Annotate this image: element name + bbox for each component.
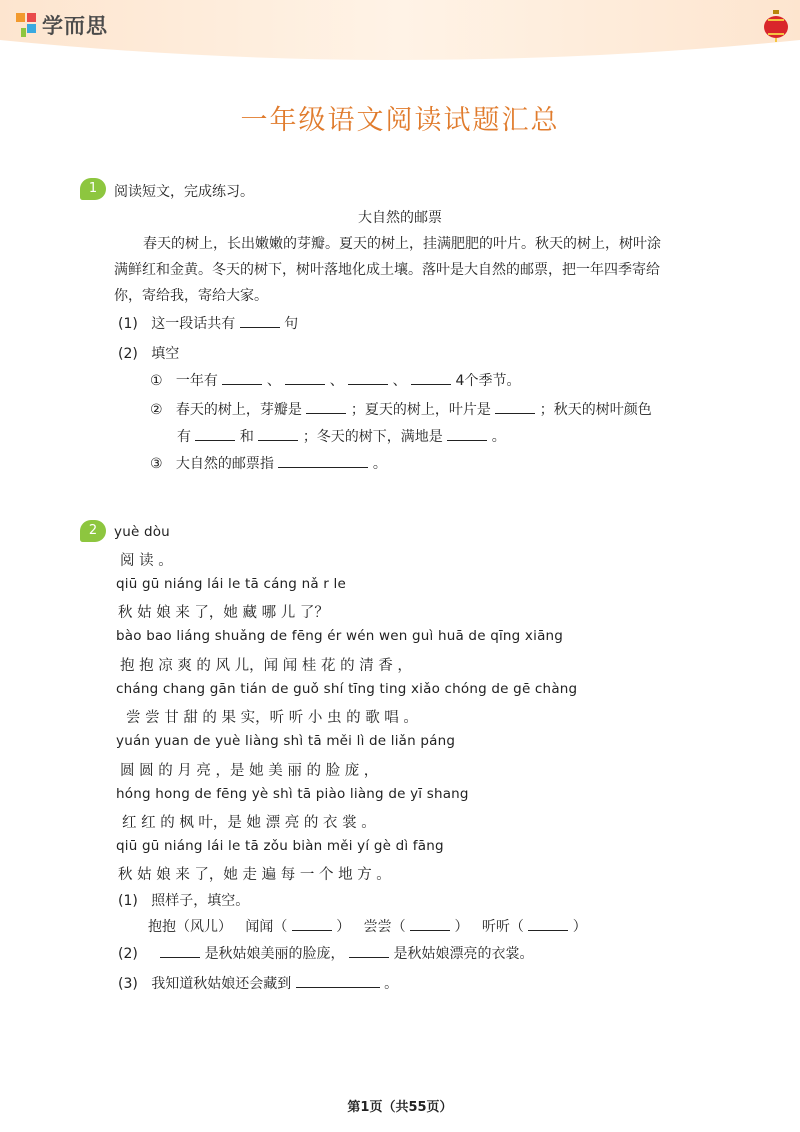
item-text: 4个季节。: [455, 373, 521, 389]
answer-blank[interactable]: [292, 916, 332, 931]
header-wave-decoration: [0, 0, 800, 70]
answer-blank[interactable]: [160, 943, 200, 958]
passage-line-1: 春天的树上，长出嫩嫩的芽瓣。夏天的树上，挂满肥肥的叶片。秋天的树上，树叶涂: [143, 236, 661, 252]
pinyin-line-2: bào bao liáng shuǎng de fēng ér wén wen guì huā de qīng xiāng: [116, 628, 564, 644]
q1-item-1: [150, 370, 520, 390]
bracket: ）: [336, 919, 351, 935]
sub-number: (2): [118, 946, 138, 962]
passage-line-2: 满鲜红和金黄。冬天的树下，树叶落地化成土壤。落叶是大自然的邮票，把一年四季寄给: [114, 262, 660, 278]
item-text: 。: [372, 456, 387, 472]
bracket: ）: [572, 919, 587, 935]
pinyin-line-3: cháng chang gān tián de guǒ shí tīng ting xiǎo chóng de gē chàng: [116, 681, 578, 697]
q1-sub2: [118, 343, 179, 363]
q2-sub1: [118, 890, 249, 910]
answer-blank[interactable]: [306, 399, 346, 414]
passage-title: 大自然的邮票: [358, 210, 442, 226]
page-header: [0, 0, 800, 70]
sub-number: (3): [118, 976, 138, 992]
sub-text: 这一段话共有: [151, 316, 236, 332]
sub-text: 我知道秋姑娘还会藏到: [151, 976, 292, 992]
pinyin-line-5: hóng hong de fēng yè shì tā piào liàng de yī shang: [116, 786, 469, 802]
item-mark: ③: [150, 456, 163, 472]
item-text: 大自然的邮票指: [175, 456, 274, 472]
hanzi-line-3: 尝 尝 甘 甜 的 果 实，听 听 小 虫 的 歌 唱 。: [126, 710, 418, 726]
item-mark: ①: [150, 373, 163, 389]
answer-blank[interactable]: [410, 916, 450, 931]
pinyin-line-1: qiū gū niáng lái le tā cáng nǎ r le: [116, 576, 346, 592]
answer-blank[interactable]: [348, 370, 388, 385]
separator: 、: [329, 373, 344, 389]
item-text: 。: [491, 429, 506, 445]
passage-line-3: 你，寄给我，寄给大家。: [114, 288, 268, 304]
title-hanzi: 阅 读 。: [120, 553, 173, 569]
q2-sub2: [118, 943, 533, 963]
q2-sub1-row: [148, 916, 587, 936]
prompt-word: 闻闻（: [245, 919, 288, 935]
hanzi-line-6: 秋 姑 娘 来 了，她 走 遍 每 一 个 地 方 。: [118, 867, 391, 883]
sub-number: (1): [118, 893, 138, 909]
answer-blank[interactable]: [447, 426, 487, 441]
item-text: ；冬天的树下，满地是: [302, 429, 443, 445]
sub-text: 是秋姑娘美丽的脸庞，: [204, 946, 345, 962]
answer-blank[interactable]: [296, 973, 380, 988]
answer-blank[interactable]: [258, 426, 298, 441]
separator: 、: [392, 373, 407, 389]
lantern-icon: [763, 10, 789, 42]
sub-text: 。: [384, 976, 399, 992]
answer-blank[interactable]: [349, 943, 389, 958]
q1-item-2-line-1: [150, 399, 652, 419]
question-number-badge: 1: [80, 178, 106, 200]
item-text: ；夏天的树上，叶片是: [350, 402, 491, 418]
pinyin-line-6: qiū gū niáng lái le tā zǒu biàn měi yí gè dì fāng: [116, 838, 444, 854]
example-word: 抱抱（风儿）: [148, 919, 232, 935]
title-pinyin: yuè dòu: [114, 524, 170, 540]
answer-blank[interactable]: [222, 370, 262, 385]
bracket: ）: [454, 919, 469, 935]
page-title: 一年级语文阅读试题汇总: [240, 105, 560, 136]
prompt-word: 尝尝（: [363, 919, 406, 935]
brand-name: 学而思: [42, 14, 108, 38]
hanzi-line-4: 圆 圆 的 月 亮 ，是 她 美 丽 的 脸 庞 ，: [120, 763, 379, 779]
sub-number: (1): [118, 316, 138, 332]
answer-blank[interactable]: [285, 370, 325, 385]
item-text: 一年有: [175, 373, 218, 389]
answer-blank[interactable]: [411, 370, 451, 385]
hanzi-line-5: 红 红 的 枫 叶，是 她 漂 亮 的 衣 裳 。: [122, 815, 376, 831]
prompt-word: 听听（: [481, 919, 524, 935]
page-footer: 第1页（共55页）: [347, 1100, 453, 1115]
item-text: 有: [177, 429, 191, 445]
answer-blank[interactable]: [528, 916, 568, 931]
question-number-badge: 2: [80, 520, 106, 542]
hanzi-line-2: 抱 抱 凉 爽 的 风 儿，闻 闻 桂 花 的 清 香 ，: [120, 658, 412, 674]
q2-sub3: [118, 973, 398, 993]
item-text: 和: [239, 429, 254, 445]
sub-text: 句: [284, 316, 299, 332]
item-text: 春天的树上，芽瓣是: [175, 402, 302, 418]
q1-item-3: [150, 453, 387, 473]
sub-text: 照样子，填空。: [151, 893, 250, 909]
separator: 、: [266, 373, 281, 389]
answer-blank[interactable]: [495, 399, 535, 414]
q1-sub1: [118, 313, 298, 333]
answer-blank[interactable]: [278, 453, 368, 468]
pinyin-line-4: yuán yuan de yuè liàng shì tā měi lì de liǎn páng: [116, 733, 456, 749]
sub-text: 填空: [151, 346, 180, 362]
brand-logo: [16, 10, 108, 40]
answer-blank[interactable]: [195, 426, 235, 441]
q1-instruction: 阅读短文，完成练习。: [114, 184, 254, 200]
brand-mark-icon: [16, 13, 38, 37]
item-text: ；秋天的树叶颜色: [539, 402, 652, 418]
answer-blank[interactable]: [240, 313, 280, 328]
sub-number: (2): [118, 346, 138, 362]
item-mark: ②: [150, 402, 163, 418]
q1-item-2-line-2: [177, 426, 506, 446]
sub-text: 是秋姑娘漂亮的衣裳。: [393, 946, 534, 962]
hanzi-line-1: 秋 姑 娘 来 了，她 藏 哪 儿 了？: [118, 605, 329, 621]
